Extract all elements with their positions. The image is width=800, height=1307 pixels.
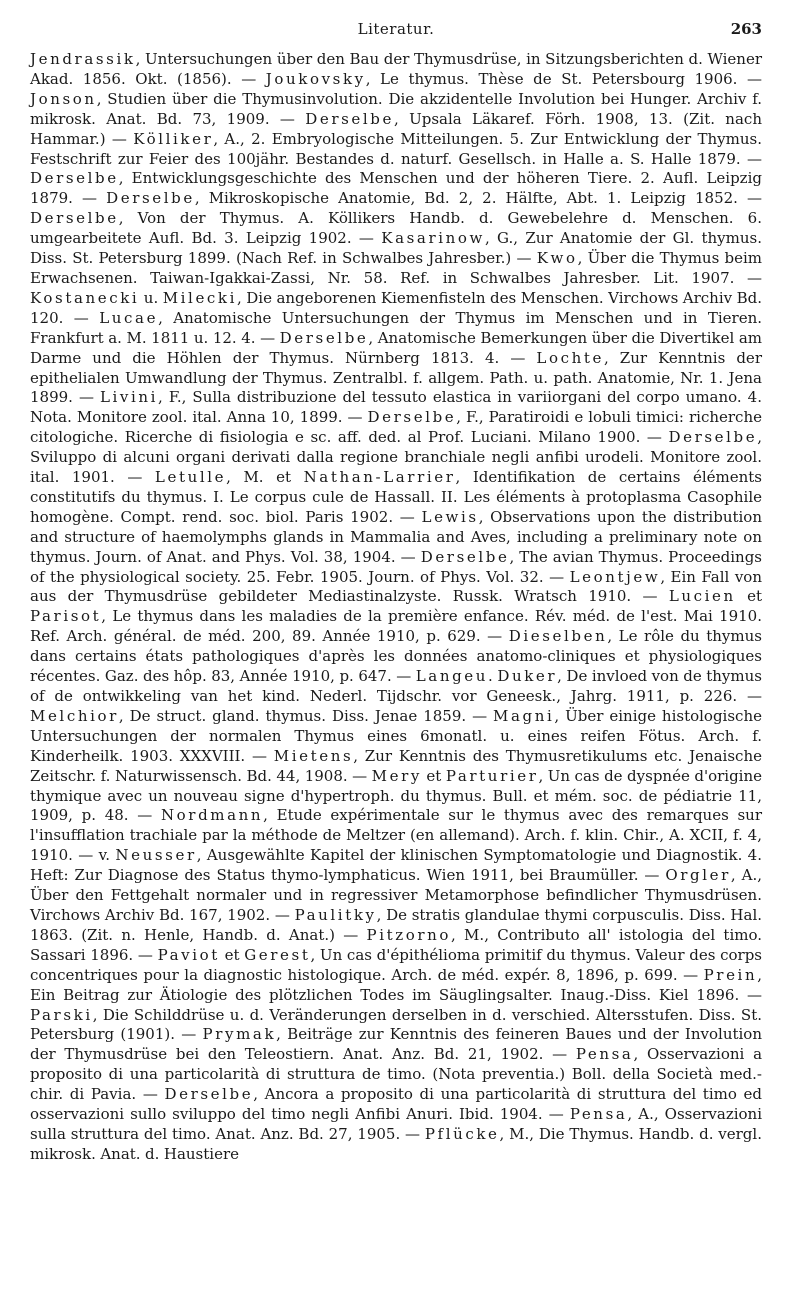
page-header: [30, 0, 762, 42]
bibliography-paragraph: Jendrassik, Untersuchungen über den Bau der Thymusdrüse, in Sitzungsberichten d. Wiener Akad. 1856. Okt. (1856). — Joukovsky, Le thymus. Thèse de St. Petersbourg 1906. — Jonson, Studien über die Thymusinvolution. Die akzidentelle Involution bei Hunger. Archiv f. mikrosk. Anat. Bd. 73, 1909. — Derselbe, Upsala Läkaref. Förh. 1908, 13. (Zit. nach Hammar.) — Kölliker, A., 2. Embryologische Mitteilungen. 5. Zur Entwicklung der Thymus. Festschrift zur Feier des 100jähr. Bestandes d. naturf. Gesellsch. in Halle a. S. Halle 1879. — Derselbe, Entwicklungsgeschichte des Menschen und der höheren Tiere. 2. Aufl. Leipzig 1879. — Derselbe, Mikroskopische Anatomie, Bd. 2, 2. Hälfte, Abt. 1. Leipzig 1852. — Derselbe, Von der Thymus. A. Köllikers Handb. d. Gewebelehre d. Menschen. 6. umgearbeitete Aufl. Bd. 3. Leipzig 1902. — Kasarinow, G., Zur Anatomie der Gl. thymus. Diss. St. Petersburg 1899. (Nach Ref. in Schwalbes Jahresber.) — Kwo, Über die Thymus beim Erwachsenen. Taiwan-Igakkai-Zassi, Nr. 58. Ref. in Schwalbes Jahresber. Lit. 1907. — Kostanecki u. Milecki, Die angeborenen Kiemenfisteln des Menschen. Virchows Archiv Bd. 120. — Lucae, Anatomische Untersuchungen der Thymus im Menschen und in Tieren. Frankfurt a. M. 1811 u. 12. 4. — Derselbe, Anatomische Bemerkungen über die Divertikel am Darme und die Höhlen der Thymus. Nürnberg 1813. 4. — Lochte, Zur Kenntnis der epithelialen Umwandlung der Thymus. Zentralbl. f. allgem. Path. u. path. Anatomie, Nr. 1. Jena 1899. — Livini, F., Sulla distribuzione del tessuto elastica in variiorgani del corpo umano. 4. Nota. Monitore zool. ital. Anna 10, 1899. — Derselbe, F., Paratiroidi e lobuli timici: richerche citologiche. Ricerche di fisiologia e sc. aff. ded. al Prof. Luciani. Milano 1900. — Derselbe, Sviluppo di alcuni organi derivati dalla regione branchiale negli anfibi urodeli. Monitore zool. ital. 1901. — Letulle, M. et Nathan-Larrier, Identifikation de certains éléments constitutifs du thymus. I. Le corpus cule de Hassall. II. Les éléments à protoplasma Casophile homogène. Compt. rend. soc. biol. Paris 1902. — Lewis, Observations upon the distribution and structure of haemolymphs glands in Mammalia and Aves, including a preliminary note on thymus. Journ. of Anat. and Phys. Vol. 38, 1904. — Derselbe, The avian Thymus. Proceedings of the physiological society. 25. Febr. 1905. Journ. of Phys. Vol. 32. — Leontjew, Ein Fall von aus der Thymusdrüse gebildeter Mediastinalzyste. Russk. Wratsch 1910. — Lucien et Parisot, Le thymus dans les maladies de la première enfance. Rév. méd. de l'est. Mai 1910. Ref. Arch. général. de méd. 200, 89. Année 1910, p. 629. — Dieselben, Le rôle du thymus dans certains états pathologiques d'après les données anatomo-cliniques et physiologiques récentes. Gaz. des hôp. 83, Année 1910, p. 647. — Langeu. Duker, De invloed von de thymus of de ontwikkeling van het kind. Nederl. Tijdschr. vor Geneesk., Jahrg. 1911, p. 226. — Melchior, De struct. gland. thymus. Diss. Jenae 1859. — Magni, Über einige histologische Untersuchungen der normalen Thymus eines 6monatl. u. eines reifen Fötus. Arch. f. Kinderheilk. 1903. XXXVIII. — Mietens, Zur Kenntnis des Thymusretikulums etc. Jenaische Zeitschr. f. Naturwissensch. Bd. 44, 1908. — Mery et Parturier, Un cas de dyspnée d'origine thymique avec un nouveau signe d'hypertroph. du thymus. Bull. et mém. soc. de pédiatrie 11, 1909, p. 48. — Nordmann, Etude expérimentale sur le thymus avec des remarques sur l'insufflation trachiale par la méthode de Meltzer (en allemand). Arch. f. klin. Chir., A. XCII, f. 4, 1910. — v. Neusser, Ausgewählte Kapitel der klinischen Symptomatologie und Diagnostik. 4. Heft: Zur Diagnose des Status thymo-lymphaticus. Wien 1911, bei Braumüller. — Orgler, A., Über den Fettgehalt normaler und in regressiver Metamorphose befindlicher Thymusdrüsen. Virchows Archiv Bd. 167, 1902. — Paulitky, De stratis glandulae thymi corpusculis. Diss. Hal. 1863. (Zit. n. Henle, Handb. d. Anat.) — Pitzorno, M., Contributo all' istologia del timo. Sassari 1896. — Paviot et Gerest, Un cas d'épithélioma primitif du thymus. Valeur des corps concentriques pour la diagnostic histologique. Arch. de méd. expér. 8, 1896, p. 699. — Prein, Ein Beitrag zur Ätiologie des plötzlichen Todes im Säuglingsalter. Inaug.-Diss. Kiel 1896. — Parski, Die Schilddrüse u. d. Veränderungen derselben in d. verschied. Altersstufen. Diss. St. Petersburg (1901). — Prymak, Beiträge zur Kenntnis des feineren Baues und der Involution der Thymusdrüse bei den Teleostiern. Anat. Anz. Bd. 21, 1902. — Pensa, Osservazioni a proposito di una particolarità di struttura de timo. (Nota preventia.) Boll. della Società med.-chir. di Pavia. — Derselbe, Ancora a proposito di una particolarità di struttura del timo ed osservazioni sullo sviluppo del timo negli Anfibi Anuri. Ibid. 1904. — Pensa, A., Osservazioni sulla struttura del timo. Anat. Anz. Bd. 27, 1905. — Pflücke, M., Die Thymus. Handb. d. vergl. mikrosk. Anat. d. Haustiere: [30, 50, 763, 1163]
bibliography-text: [30, 50, 762, 1165]
page-number: 263: [730, 20, 762, 38]
running-title: Literatur.: [357, 20, 435, 38]
